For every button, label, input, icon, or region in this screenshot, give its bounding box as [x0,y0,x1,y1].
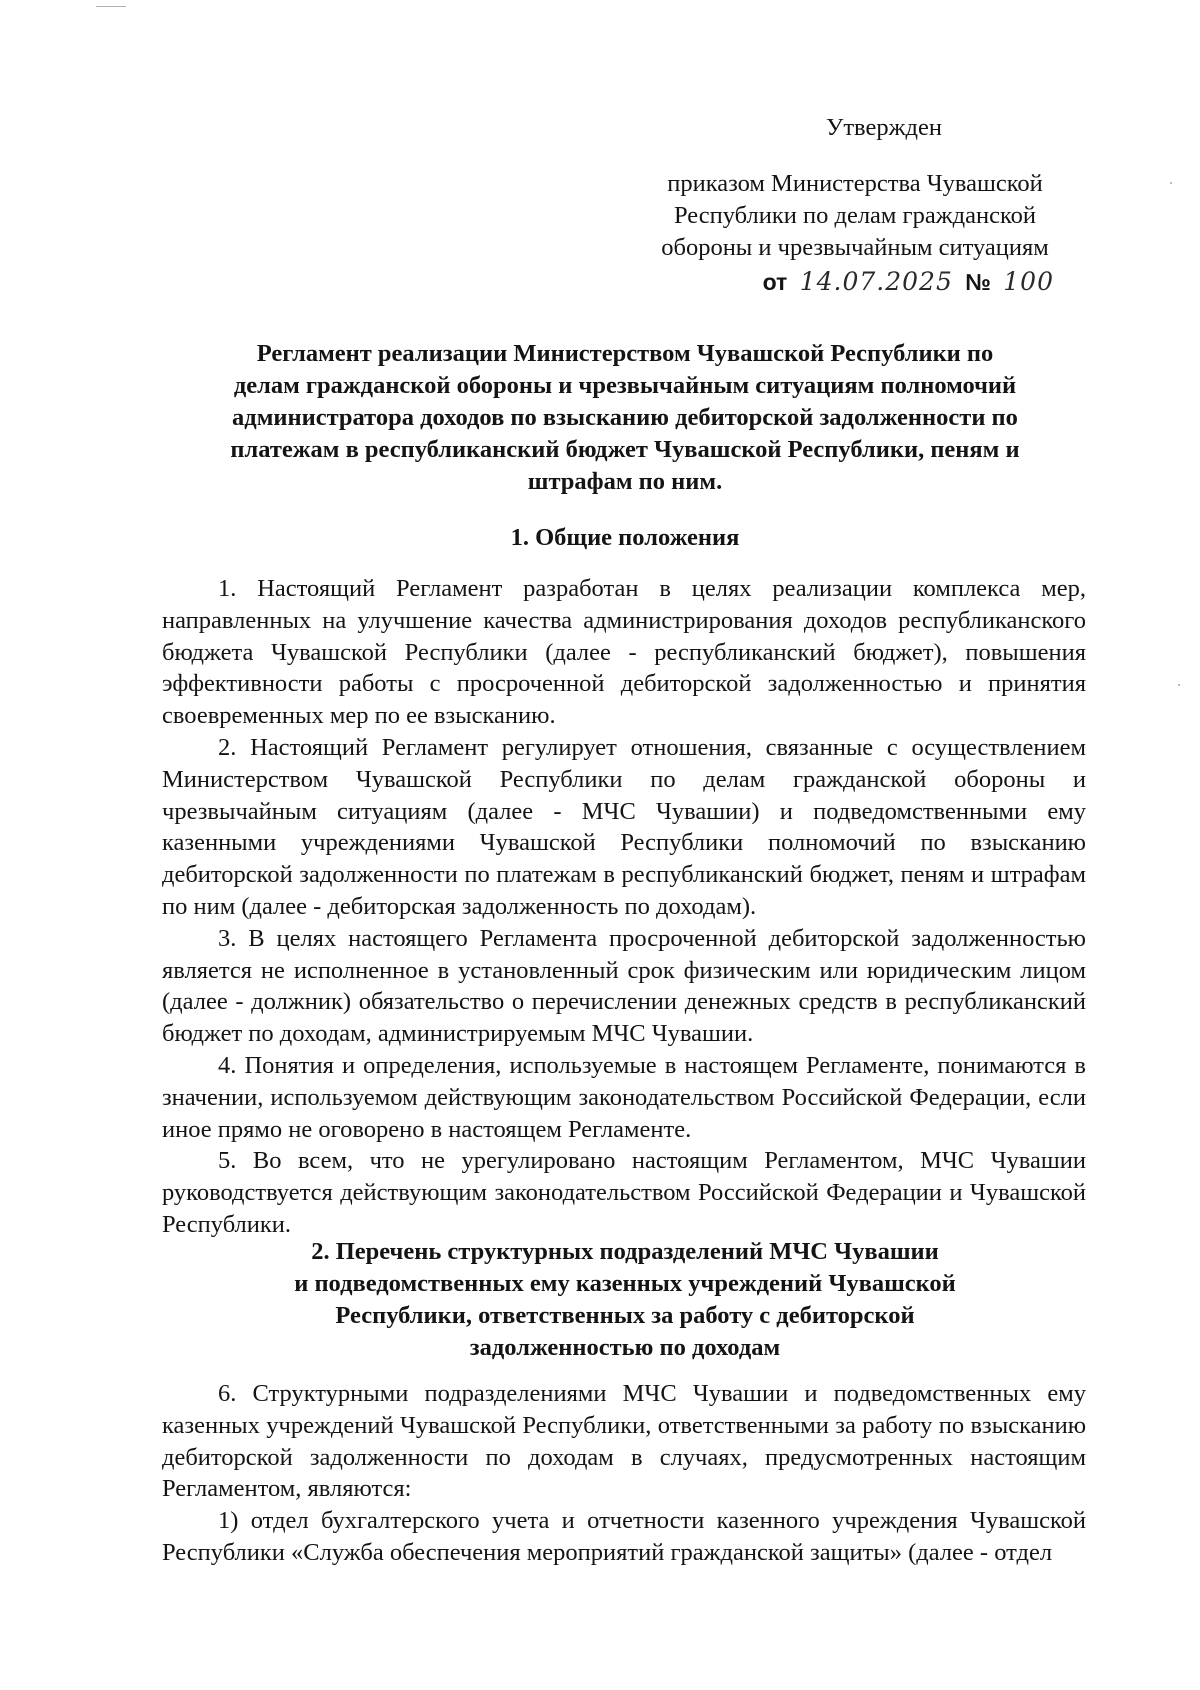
approval-line: обороны и чрезвычайным ситуациям [661,234,1049,261]
document-title [160,338,1090,498]
heading-line: Республики, ответственных за работу с дебиторской [335,1302,915,1329]
section-2-heading [160,1236,1090,1364]
scan-artifact [1170,182,1172,184]
scan-artifact [96,6,126,7]
handwritten-date: 14.07.2025 [799,267,953,296]
heading-line: задолженностью по доходам [469,1334,781,1361]
approval-line: Республики по делам гражданской [673,202,1037,229]
paragraph: 5. Во всем, что не урегулировано настоящим Регламентом, МЧС Чувашии руководствуется действующим законодательством Российской Федерации и Чувашской Республики. [162,1147,1086,1238]
title-line: администратора доходов по взысканию дебиторской задолженности по [232,404,1018,431]
heading-line: и подведомственных ему казенных учреждений Чувашской [294,1270,956,1297]
approval-line: приказом Министерства Чувашской [667,170,1043,197]
approval-date-line [650,266,1060,298]
section-1-heading: 1. Общие положения [510,524,740,551]
section-2-body [162,1378,1086,1569]
title-line: платежам в республиканский бюджет Чувашской Республики, пеням и [230,436,1020,463]
paragraph: 4. Понятия и определения, используемые в настоящем Регламенте, понимаются в значении, используемом действующим законодательством Российской Федерации, если иное прямо не оговорено в настоящем Регламенте. [162,1051,1086,1143]
title-line: делам гражданской обороны и чрезвычайным ситуациям полномочий [233,372,1017,399]
paragraph: 3. В целях настоящего Регламента просроченной дебиторской задолженностью является не исполненное в установленный срок физическим или юридическим лицом (далее - должник) обязательство о перечислении денежных средств в республиканский бюджет по доходам, администрируемым МЧС Чувашии. [162,924,1086,1048]
title-line: Регламент реализации Министерством Чувашской Республики по [256,340,994,367]
number-prefix: № [965,269,991,295]
date-prefix: от [762,269,788,295]
paragraph: 1) отдел бухгалтерского учета и отчетности казенного учреждения Чувашской Республики «Служба обеспечения мероприятий гражданской защиты» (далее - отдел [162,1507,1086,1566]
scan-artifact [1178,684,1180,686]
heading-line: 2. Перечень структурных подразделений МЧС Чувашии [311,1238,939,1265]
paragraph: 2. Настоящий Регламент регулирует отношения, связанные с осуществлением Министерством Чувашской Республики по делам гражданской обороны и чрезвычайным ситуациям (далее - МЧС Чувашии) и подведомственными ему казенными учреждениями Чувашской Республики полномочий по взысканию дебиторской задолженности по платежам в республиканский бюджет, пеням и штрафам по ним (далее - дебиторская задолженность по доходам). [162,733,1086,920]
approval-block [650,112,1090,298]
title-line: штрафам по ним. [527,468,723,495]
paragraph: 6. Структурными подразделениями МЧС Чувашии и подведомственных ему казенных учреждений Чувашской Республики, ответственными за работу по взысканию дебиторской задолженности по доходам в случаях, предусмотренных настоящим Регламентом, являются: [162,1380,1086,1503]
handwritten-number: 100 [1003,267,1054,296]
paragraph: 1. Настоящий Регламент разработан в целях реализации комплекса мер, направленных на улучшение качества администрирования доходов республиканского бюджета Чувашской Республики (далее - республиканский бюджет), повышения эффективности работы с просроченной дебиторской задолженностью и принятия своевременных мер по ее взысканию. [162,575,1086,730]
section-1-body [162,573,1086,1241]
approval-heading: Утвержден [826,114,942,141]
